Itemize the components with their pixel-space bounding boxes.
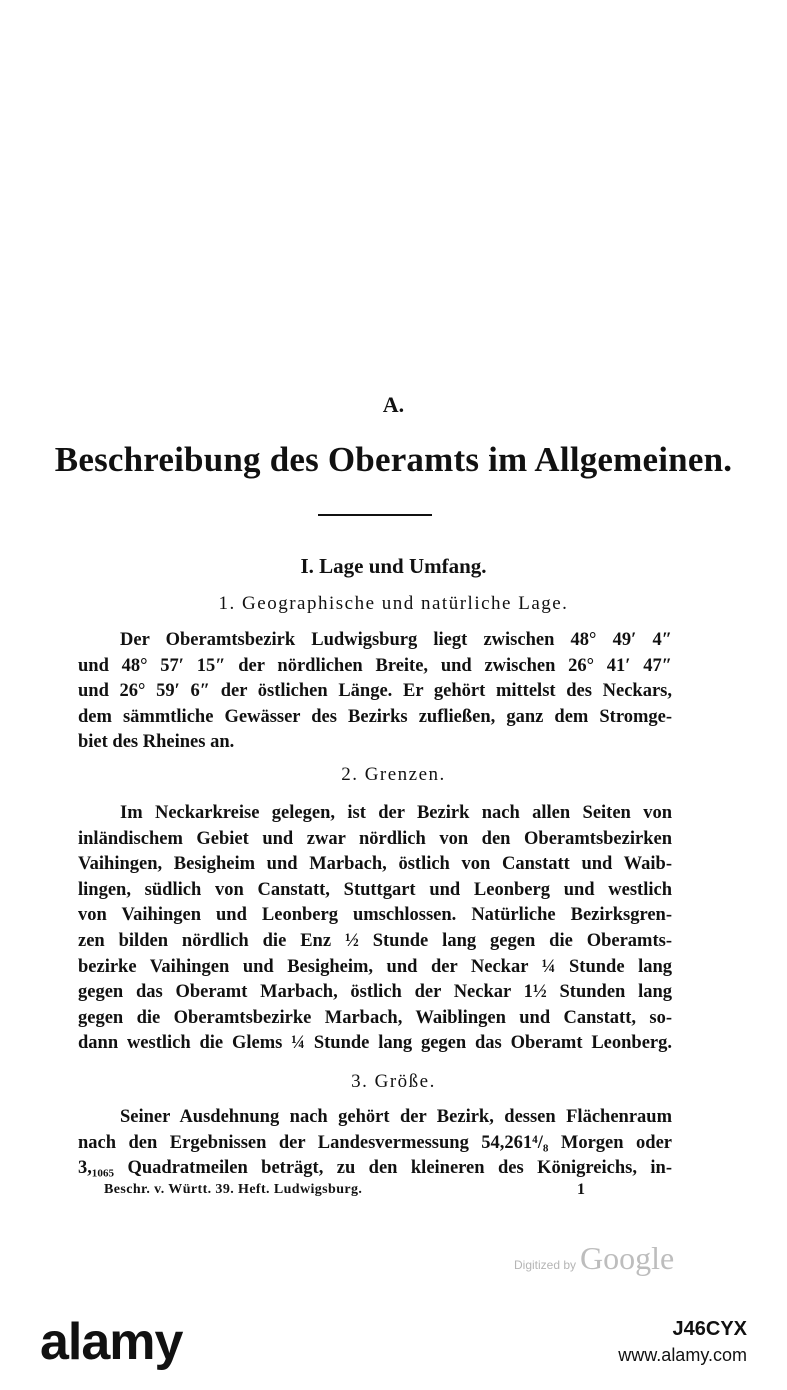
digitized-label: Digitized by xyxy=(514,1258,577,1272)
site-url: www.alamy.com xyxy=(618,1345,747,1365)
text-line: Vaihingen, Besigheim und Marbach, östlich von Canstatt und Waib- xyxy=(78,854,672,875)
text-line: Seiner Ausdehnung nach gehört der Bezirk, dessen Flächenraum xyxy=(120,1107,672,1127)
footer-reference: Beschr. v. Württ. 39. Heft. Ludwigsburg. xyxy=(104,1182,363,1197)
text-line: biet des Rheines an. xyxy=(78,732,235,753)
text-line: dem sämmtliche Gewässer des Bezirks zufließen, ganz dem Stromge- xyxy=(78,706,672,727)
digitized-by-google-mark xyxy=(514,1240,674,1277)
paragraph-borders xyxy=(78,801,672,1057)
text-line: bezirke Vaihingen und Besigheim, und der Neckar ¼ Stunde lang xyxy=(78,956,672,977)
text-line: und 48° 57′ 15″ der nördlichen Breite, und zwischen 26° 41′ 47″ xyxy=(78,655,672,676)
text-line: Im Neckarkreise gelegen, ist der Bezirk nach allen Seiten von xyxy=(120,803,672,823)
subsection-heading-location: 1. Geographische und natürliche Lage. xyxy=(218,593,569,614)
paragraph-size xyxy=(78,1105,672,1182)
title-divider xyxy=(318,514,432,516)
image-id: J46CYX xyxy=(672,1318,747,1340)
subsection-heading-borders: 2. Grenzen. xyxy=(341,764,446,785)
text-line: 3,₁₀₆₅ Quadratmeilen beträgt, zu den kleineren des Königreichs, in- xyxy=(78,1158,672,1179)
text-line: und 26° 59′ 6″ der östlichen Länge. Er gehört mittelst des Neckars, xyxy=(78,681,672,702)
alamy-logo: alamy xyxy=(40,1313,183,1371)
text-line: nach den Ergebnissen der Landesvermessung 54,261⁴/₈ Morgen oder xyxy=(78,1132,672,1153)
text-line: gegen die Oberamtsbezirke Marbach, Waiblingen und Canstatt, so- xyxy=(78,1007,672,1028)
text-line: lingen, südlich von Canstatt, Stuttgart und Leonberg und westlich xyxy=(78,879,672,900)
subsection-heading-size: 3. Größe. xyxy=(351,1071,436,1092)
text-line: gegen das Oberamt Marbach, östlich der Neckar 1½ Stunden lang xyxy=(78,982,672,1003)
page-number: 1 xyxy=(577,1181,585,1198)
chapter-heading: I. Lage und Umfang. xyxy=(300,554,487,578)
watermark-meta xyxy=(618,1316,747,1368)
text-line: dann westlich die Glems ¼ Stunde lang gegen das Oberamt Leonberg. xyxy=(78,1033,672,1054)
section-letter: A. xyxy=(382,392,405,417)
text-line: Der Oberamtsbezirk Ludwigsburg liegt zwischen 48° 49′ 4″ xyxy=(120,630,672,650)
text-line: inländischem Gebiet und zwar nördlich von den Oberamtsbezirken xyxy=(78,828,672,849)
text-line: von Vaihingen und Leonberg umschlossen. Natürliche Bezirksgren- xyxy=(78,905,672,926)
paragraph-location xyxy=(78,628,672,756)
text-line: zen bilden nördlich die Enz ½ Stunde lang gegen die Oberamts- xyxy=(78,930,672,951)
page-title: Beschreibung des Oberamts im Allgemeinen. xyxy=(54,440,733,479)
google-logo: Google xyxy=(580,1240,675,1276)
